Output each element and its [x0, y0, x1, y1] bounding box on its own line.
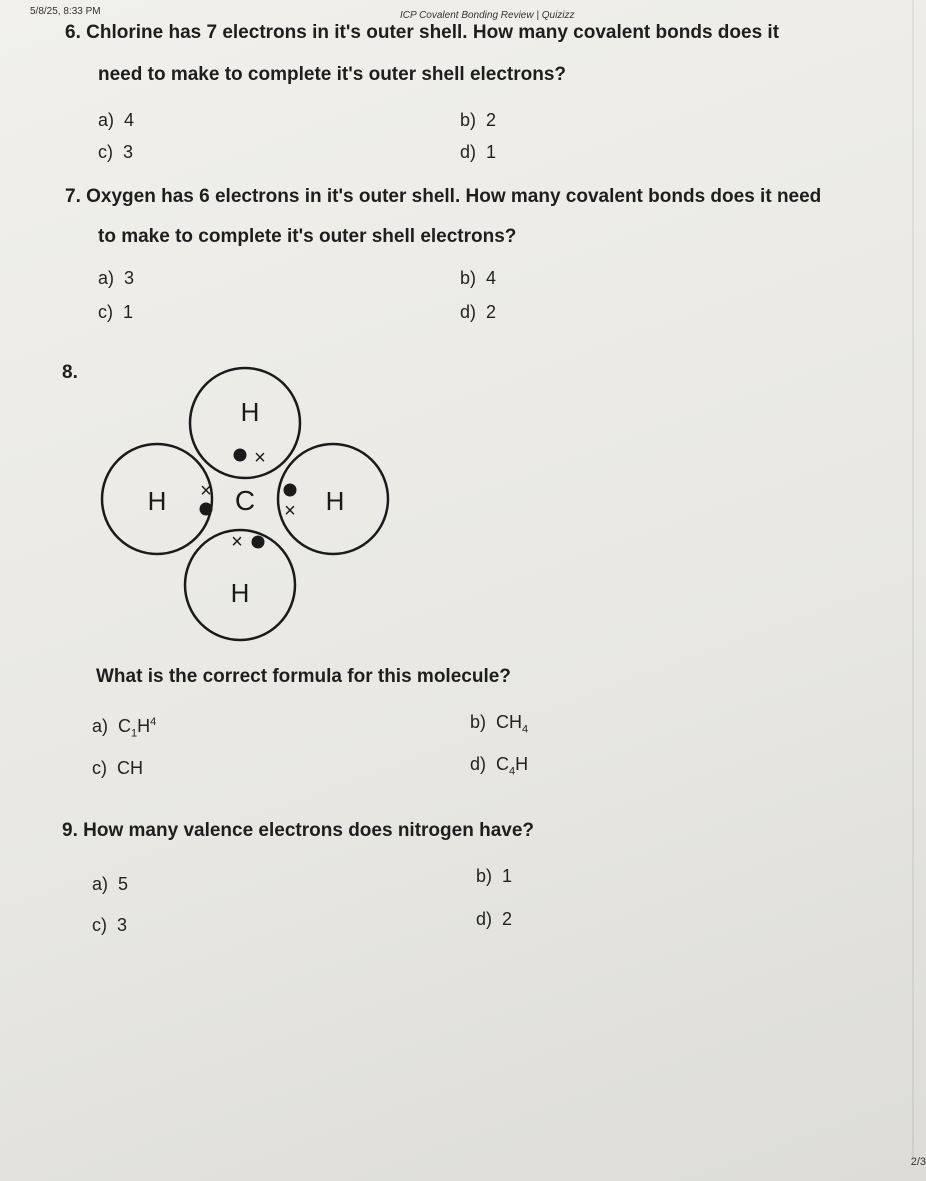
option-value: 1 — [486, 142, 497, 162]
print-timestamp: 5/8/25, 8:33 PM — [30, 6, 101, 17]
shared-electron-cross: × — [284, 500, 296, 522]
question-text-line1: Chlorine has 7 electrons in it's outer shell. How many covalent bonds does it — [86, 22, 780, 43]
question-number: 9. — [62, 820, 78, 841]
option-label: a) — [98, 110, 115, 130]
question-7-line2: to make to complete it's outer shell electrons? — [98, 226, 517, 247]
option-label: b) — [460, 110, 477, 130]
question-6 — [65, 22, 779, 44]
methane-dot-cross-diagram — [100, 355, 400, 650]
shared-electron-cross: × — [231, 531, 243, 553]
option-label: d) — [460, 302, 477, 322]
question-8-text: What is the correct formula for this molecule? — [96, 666, 511, 687]
option-value: 2 — [502, 909, 513, 929]
shared-electron-dot — [234, 449, 247, 462]
q9-option-d[interactable] — [476, 909, 512, 930]
option-label: b) — [460, 268, 477, 288]
option-label: b) — [470, 712, 487, 732]
shared-electron-cross: × — [200, 480, 212, 502]
left-h-symbol: H — [147, 486, 167, 516]
q9-option-c[interactable] — [92, 915, 127, 936]
q8-option-b[interactable] — [470, 712, 528, 736]
question-7 — [65, 186, 821, 208]
option-label: d) — [476, 909, 493, 929]
formula-element: C — [118, 716, 132, 736]
formula — [118, 716, 157, 740]
q6-option-b[interactable] — [460, 110, 496, 131]
shared-electron-cross: × — [254, 447, 266, 469]
q7-option-a[interactable] — [98, 268, 134, 289]
q9-option-b[interactable] — [476, 866, 512, 887]
option-label: d) — [470, 754, 487, 774]
page-number: 2/3 — [910, 1156, 926, 1168]
formula: CH — [117, 758, 143, 778]
formula-element: CH — [496, 712, 523, 732]
bottom-h-symbol: H — [230, 578, 250, 608]
option-label: c) — [92, 758, 107, 778]
option-value: 1 — [123, 302, 134, 322]
option-label: d) — [460, 142, 477, 162]
shared-electron-dot — [200, 503, 213, 516]
formula-element: C — [496, 754, 510, 774]
q7-option-c[interactable] — [98, 302, 133, 323]
option-value: 4 — [124, 110, 135, 130]
formula — [496, 712, 529, 736]
question-number: 7. — [65, 186, 81, 207]
option-label: b) — [476, 866, 493, 886]
q6-option-d[interactable] — [460, 142, 496, 163]
option-value: 3 — [124, 268, 135, 288]
option-label: c) — [98, 302, 113, 322]
formula-subscript: 4 — [522, 723, 529, 736]
question-8-number: 8. — [62, 362, 78, 383]
formula-subscript: 4 — [509, 765, 516, 778]
question-9 — [62, 820, 534, 842]
page-edge-shadow — [912, 0, 914, 1160]
document-title: ICP Covalent Bonding Review | Quizizz — [400, 10, 575, 21]
shared-electron-dot — [252, 536, 265, 549]
question-text-line1: Oxygen has 6 electrons in it's outer shell. How many covalent bonds does it need — [86, 186, 822, 207]
q8-option-c[interactable] — [92, 758, 143, 779]
q6-option-a[interactable] — [98, 110, 134, 131]
option-label: a) — [92, 874, 109, 894]
option-value: 5 — [118, 874, 129, 894]
q7-option-b[interactable] — [460, 268, 496, 289]
formula — [496, 754, 529, 778]
q6-option-c[interactable] — [98, 142, 133, 163]
q9-option-a[interactable] — [92, 874, 128, 895]
option-label: a) — [98, 268, 115, 288]
option-value: 3 — [123, 142, 134, 162]
option-value: 3 — [117, 915, 128, 935]
option-value: 1 — [502, 866, 513, 886]
top-h-symbol: H — [240, 397, 260, 427]
formula-superscript: 4 — [150, 716, 157, 728]
formula-subscript: 1 — [131, 727, 138, 740]
option-value: 2 — [486, 110, 497, 130]
option-label: a) — [92, 716, 109, 736]
q8-option-d[interactable] — [470, 754, 528, 778]
formula-element: H — [515, 754, 529, 774]
formula-element: H — [137, 716, 151, 736]
question-text: How many valence electrons does nitrogen have? — [83, 820, 535, 841]
option-label: c) — [92, 915, 107, 935]
question-6-line2: need to make to complete it's outer shell electrons? — [98, 64, 567, 85]
right-h-symbol: H — [325, 486, 345, 516]
question-number: 6. — [65, 22, 81, 43]
shared-electron-dot — [284, 484, 297, 497]
center-c-symbol: C — [234, 485, 256, 516]
q7-option-d[interactable] — [460, 302, 496, 323]
q8-option-a[interactable] — [92, 716, 156, 740]
option-label: c) — [98, 142, 113, 162]
option-value: 2 — [486, 302, 497, 322]
option-value: 4 — [486, 268, 497, 288]
